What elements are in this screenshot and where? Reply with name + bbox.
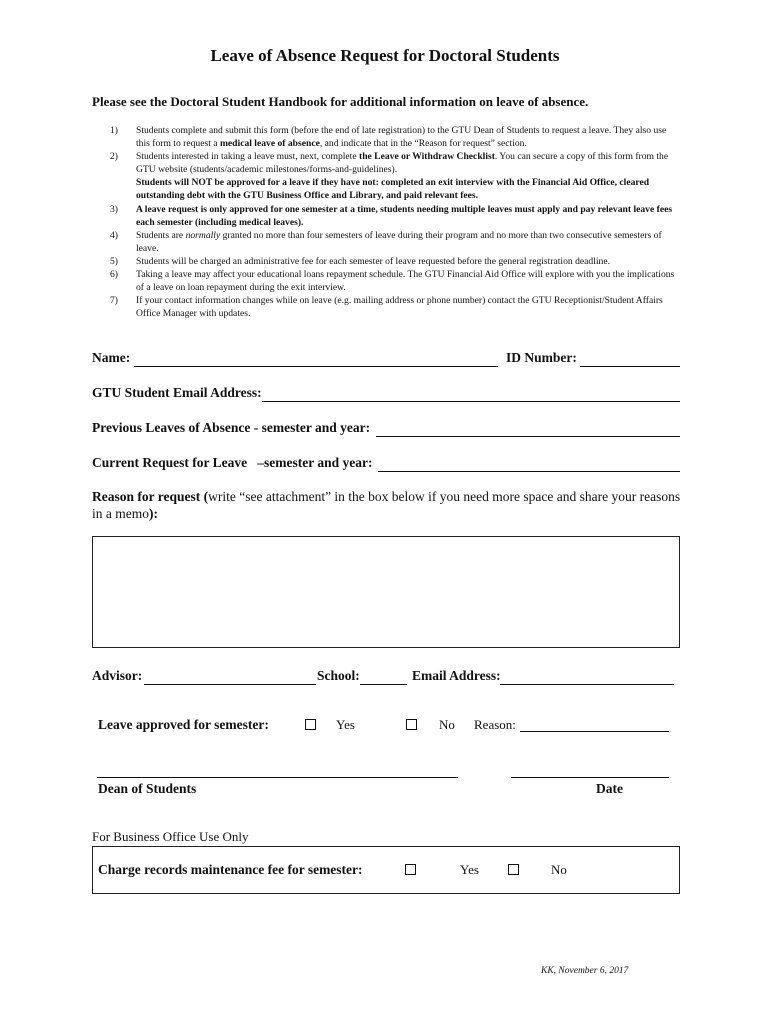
instruction-item	[92, 203, 682, 229]
instruction-text-part: normally	[185, 229, 221, 241]
instruction-text-part: the Leave or Withdraw Checklist	[359, 151, 495, 163]
reason-textarea[interactable]	[92, 536, 680, 648]
dean-of-students-label: Dean of Students	[98, 781, 197, 796]
date-label: Date	[596, 781, 623, 796]
instruction-text-part: A leave request is only approved for one semester at a time, students needing multiple leaves must apply and pay relevant leave fees each semester (including medical leaves).	[136, 203, 673, 228]
date-line[interactable]	[511, 777, 669, 778]
instruction-text-part: Students are	[136, 229, 186, 241]
instruction-item	[92, 268, 682, 294]
business-office-heading: For Business Office Use Only	[92, 829, 249, 844]
instruction-item	[92, 124, 682, 150]
instruction-text	[136, 268, 682, 294]
name-label: Name:	[92, 350, 131, 365]
instruction-number: 1)	[110, 125, 118, 136]
instruction-item	[92, 150, 682, 202]
instruction-number: 2)	[110, 151, 118, 163]
previous-leaves-field[interactable]	[376, 436, 680, 437]
advisor-label: Advisor:	[92, 668, 143, 683]
page-title: Leave of Absence Request for Doctoral Students	[210, 46, 560, 65]
reason-label	[92, 488, 684, 522]
fee-yes-checkbox[interactable]	[405, 864, 416, 875]
reason-label-instruction: write “see attachment” in the box below if you need more space and share your reasons in a memo	[92, 489, 681, 521]
instruction-number: 7)	[110, 295, 118, 307]
instruction-text-part: . You can secure a copy of this form from the GTU website (students/academic milestones/forms-and-guidelines).	[136, 151, 669, 176]
approved-yes-checkbox[interactable]	[305, 719, 316, 730]
email-address-label: Email Address:	[412, 668, 501, 683]
instruction-number: 3)	[110, 203, 118, 215]
instruction-item	[92, 229, 682, 255]
leave-approved-label: Leave approved for semester:	[98, 717, 269, 732]
reason-short-field[interactable]	[520, 731, 669, 732]
email-field[interactable]	[262, 401, 680, 402]
instruction-text	[136, 255, 682, 268]
email-label: GTU Student Email Address:	[92, 385, 262, 400]
instruction-text	[136, 150, 682, 202]
approved-no-label: No	[439, 717, 455, 732]
instruction-number: 4)	[110, 229, 118, 241]
reason-label-bold-start: Reason for request (	[92, 489, 209, 504]
instruction-text	[136, 294, 682, 320]
previous-leaves-label: Previous Leaves of Absence - semester and year:	[92, 420, 371, 435]
reason-short-label: Reason:	[474, 717, 516, 732]
reason-label-bold-end: ):	[149, 506, 158, 521]
school-label: School:	[317, 668, 360, 683]
instruction-text-part: granted no more than four semesters of leave during their program and no more than two consecutive semesters of leave.	[136, 229, 662, 254]
current-request-label: Current Request for Leave –semester and year:	[92, 455, 373, 470]
email-address-field[interactable]	[500, 684, 674, 685]
instruction-number: 5)	[110, 255, 118, 267]
advisor-field[interactable]	[144, 684, 316, 685]
instruction-number: 6)	[110, 269, 118, 281]
instruction-text	[136, 124, 682, 150]
maintenance-fee-label: Charge records maintenance fee for semester:	[98, 862, 363, 877]
approved-yes-label: Yes	[336, 717, 355, 732]
instruction-text-part: Students interested in taking a leave must, next, complete	[136, 151, 359, 163]
name-field[interactable]	[134, 366, 498, 367]
id-number-label: ID Number:	[506, 350, 577, 365]
instruction-text	[136, 203, 682, 229]
dean-signature-line[interactable]	[97, 777, 458, 778]
instruction-text-part: Taking a leave may affect your educational loans repayment schedule. The GTU Financial Aid Office will explore with you the implications of a leave on loan repayment during the exit interview.	[136, 269, 675, 294]
instruction-text-part: Students will NOT be approved for a leave if they have not: completed an exit interview with the Financial Aid Office, cleared outstanding debt with the GTU Business Office and Library, and paid relevant fees.	[136, 177, 650, 202]
instruction-text	[136, 229, 682, 255]
instruction-text-part: Students complete and submit this form (before the end of late registration) to the GTU Dean of Students to request a leave. They also use this form to request a	[136, 125, 667, 150]
fee-yes-label: Yes	[460, 862, 479, 877]
instruction-text-part: medical leave of absence	[219, 138, 320, 150]
fee-no-checkbox[interactable]	[508, 864, 519, 875]
footer-note: KK, November 6, 2017	[541, 966, 629, 976]
current-request-field[interactable]	[378, 471, 680, 472]
instructions-list	[92, 124, 682, 320]
fee-no-label: No	[551, 862, 567, 877]
id-number-field[interactable]	[580, 366, 680, 367]
instruction-text-part: , and indicate that in the “Reason for request” section.	[319, 138, 527, 150]
instruction-item	[92, 294, 682, 320]
instruction-text-part: If your contact information changes while on leave (e.g. mailing address or phone number) contact the GTU Receptionist/Student Affairs Office Manager with updates.	[136, 295, 663, 320]
approved-no-checkbox[interactable]	[406, 719, 417, 730]
intro-text: Please see the Doctoral Student Handbook for additional information on leave of absence.	[92, 94, 589, 109]
instruction-item	[92, 255, 682, 268]
school-field[interactable]	[360, 684, 407, 685]
instruction-text-part: Students will be charged an administrative fee for each semester of leave requested before the general registration deadline.	[136, 255, 610, 267]
